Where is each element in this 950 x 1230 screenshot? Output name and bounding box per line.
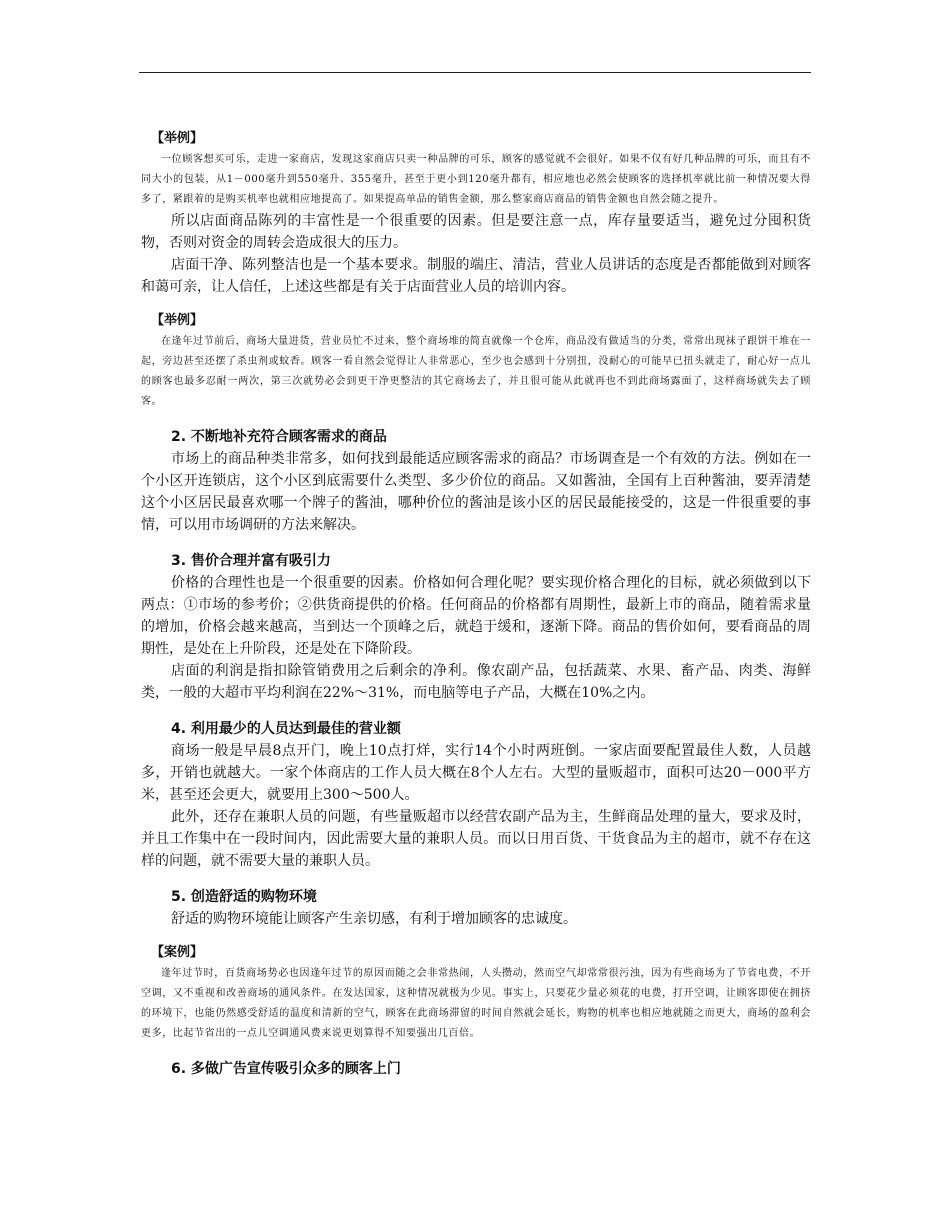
document-body (141, 130, 811, 1080)
section-heading: 4. 利用最少的人员达到最佳的营业额 (171, 721, 401, 737)
section-heading: 6. 多做广告宣传吸引众多的顾客上门 (171, 1061, 401, 1077)
case-label: 【案例】 (151, 945, 204, 960)
header-rule (139, 72, 811, 73)
paragraph: 所以店面商品陈列的丰富性是一个很重要的因素。但是要注意一点，库存量要适当，避免过分囤积货物，否则对资金的周转会造成很大的压力。 (141, 213, 811, 251)
paragraph: 市场上的商品种类非常多，如何找到最能适应顾客需求的商品？市场调查是一个有效的方法。例如在一个小区开连锁店，这个小区到底需要什么类型、多少价位的商品。又如酱油，全国有上百种酱油，要弄清楚这个小区居民最喜欢哪一个牌子的酱油，哪种价位的酱油是该小区的居民最能接受的，这是一件很重要的事情，可以用市场调研的方法来解决。 (141, 451, 811, 533)
example-label: 【举例】 (151, 313, 204, 328)
case-text: 逢年过节时，百货商场势必也因逢年过节的原因而随之会非常热闹，人头攒动，然而空气却常常很污浊，因为有些商场为了节省电费，不开空调，又不重视和改善商场的通风条件。在发达国家，这种情况就极为少见。事实上，只要花少量必须花的电费，打开空调，让顾客即使在拥挤的环境下，也能仍然感受舒适的温度和清新的空气，顾客在此商场滞留的时间自然就会延长，购物的机率也相应地就随之而更大，商场的盈利会更多，比起节省出的一点儿空调通风费来说更划算得不知要强出几百倍。 (141, 968, 811, 1039)
paragraph: 商场一般是早晨8点开门，晚上10点打烊，实行14个小时两班倒。一家店面要配置最佳人数，人员越多，开销也就越大。一家个体商店的工作人员大概在8个人左右。大型的量贩超市，面积可达20－000平方米，甚至还会更大，就要用上300～500人。 (141, 743, 811, 803)
paragraph: 舒适的购物环境能让顾客产生亲切感，有利于增加顾客的忠诚度。 (171, 911, 577, 927)
example-label: 【举例】 (151, 131, 204, 146)
paragraph: 此外，还存在兼职人员的问题，有些量贩超市以经营农副产品为主，生鲜商品处理的量大，要求及时，并且工作集中在一段时间内，因此需要大量的兼职人员。而以日用百货、干货食品为主的超市，就不存在这样的问题，就不需要大量的兼职人员。 (141, 809, 811, 869)
paragraph: 店面的利润是指扣除管销费用之后剩余的净利。像农副产品，包括蔬菜、水果、畜产品、肉类、海鲜类，一般的大超市平均利润在22%～31%，而电脑等电子产品，大概在10%之内。 (141, 663, 811, 701)
section-heading: 5. 创造舒适的购物环境 (171, 889, 317, 905)
paragraph: 店面干净、陈列整洁也是一个基本要求。制服的端庄、清洁，营业人员讲话的态度是否都能做到对顾客和蔼可亲，让人信任，上述这些都是有关于店面营业人员的培训内容。 (141, 257, 811, 295)
example-text: 一位顾客想买可乐，走进一家商店，发现这家商店只卖一种品牌的可乐，顾客的感觉就不会很好。如果不仅有好几种品牌的可乐，而且有不同大小的包装，从1－000毫升到550毫升、355毫升，甚至于更小到120毫升都有，相应地也必然会使顾客的选择机率就比前一种情况要大得多了，紧跟着的是购买机率也就相应地提高了。如果提高单品的销售金额，那么整家商店商品的销售金额也自然会随之提升。 (141, 154, 811, 205)
example-text: 在逢年过节前后，商场大量进货，营业员忙不过来，整个商场堆的简直就像一个仓库，商品没有做适当的分类，常常出现袜子跟饼干堆在一起，旁边甚至还摆了杀虫剂或蚊香。顾客一看自然会觉得让人非常恶心，至少也会感到十分别扭，没耐心的可能早已扭头就走了，耐心好一点儿的顾客也最多忍耐一两次，第三次就势必会到更干净更整洁的其它商场去了，并且很可能从此就再也不到此商场露面了，这样商场就失去了顾客。 (141, 336, 811, 407)
section-heading: 3. 售价合理并富有吸引力 (171, 553, 331, 569)
paragraph: 价格的合理性也是一个很重要的因素。价格如何合理化呢？要实现价格合理化的目标，就必须做到以下两点：①市场的参考价；②供货商提供的价格。任何商品的价格都有周期性，最新上市的商品，随着需求量的增加，价格会越来越高，当到达一个顶峰之后，就趋于缓和，逐渐下降。商品的售价如何，要看商品的周期性，是处在上升阶段，还是处在下降阶段。 (141, 575, 811, 657)
section-heading: 2. 不断地补充符合顾客需求的商品 (171, 429, 387, 445)
